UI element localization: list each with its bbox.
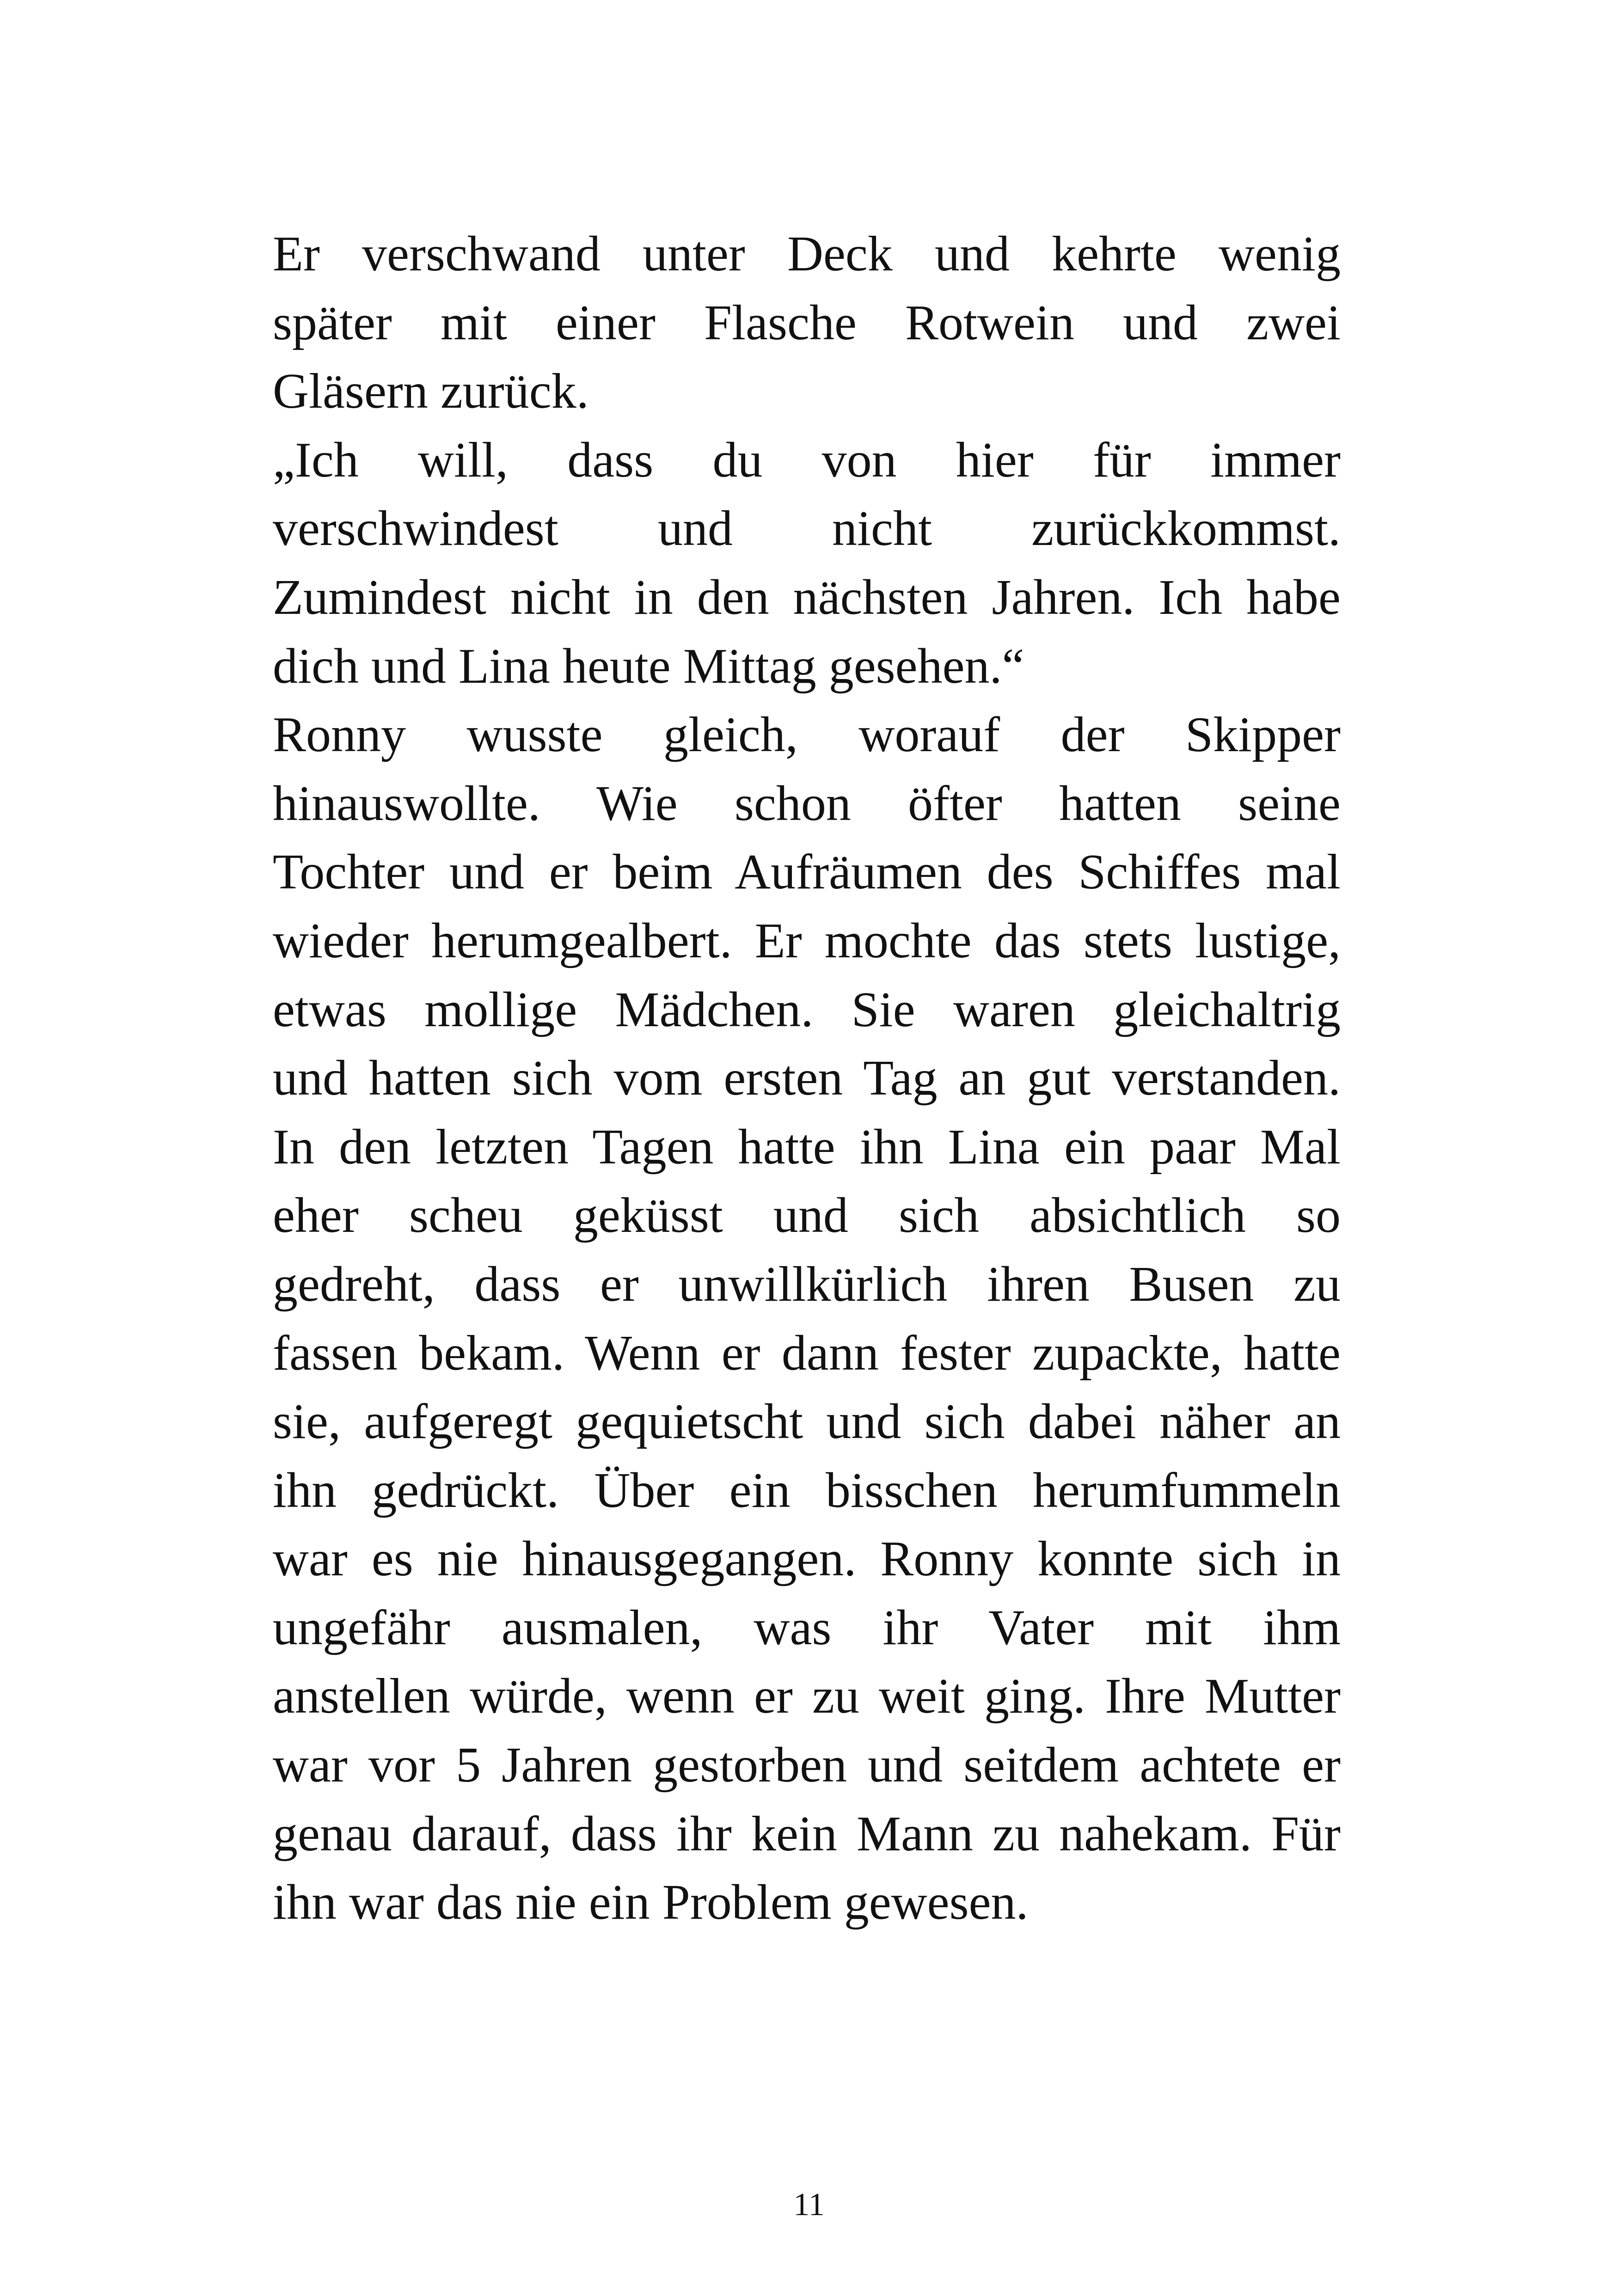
text-line: fassen bekam. Wenn er dann fester zupackte, hatte xyxy=(273,1325,1341,1381)
text-line: Zumindest nicht in den nächsten Jahren. Ich habe xyxy=(273,569,1341,625)
text-line: „Ich will, dass du von hier für immer xyxy=(273,432,1341,488)
text-line: später mit einer Flasche Rotwein und zwei xyxy=(273,295,1341,350)
text-line: sie, aufgeregt gequietscht und sich dabei näher an xyxy=(273,1394,1341,1450)
text-line: Gläsern zurück. xyxy=(273,364,589,419)
text-line: ungefähr ausmalen, was ihr Vater mit ihm xyxy=(273,1600,1341,1655)
text-line: anstellen würde, wenn er zu weit ging. Ihre Mutter xyxy=(273,1669,1341,1724)
text-line: war es nie hinausgegangen. Ronny konnte sich in xyxy=(273,1531,1341,1587)
text-line: Er verschwand unter Deck und kehrte wenig xyxy=(273,227,1341,282)
text-line: In den letzten Tagen hatte ihn Lina ein paar Mal xyxy=(273,1119,1341,1175)
text-line: und hatten sich vom ersten Tag an gut verstanden. xyxy=(273,1051,1341,1106)
text-line: Ronny wusste gleich, worauf der Skipper xyxy=(273,707,1341,763)
text-line: dich und Lina heute Mittag gesehen.“ xyxy=(273,638,1024,694)
text-line: war vor 5 Jahren gestorben und seitdem achtete er xyxy=(273,1738,1341,1793)
page-number: 11 xyxy=(793,2187,825,2223)
text-line: etwas mollige Mädchen. Sie waren gleichaltrig xyxy=(273,982,1341,1037)
text-line: ihn gedrückt. Über ein bisschen herumfummeln xyxy=(273,1463,1341,1518)
text-line: wieder herumgealbert. Er mochte das stets lustige, xyxy=(273,913,1341,968)
text-line: eher scheu geküsst und sich absichtlich so xyxy=(273,1188,1341,1243)
text-line: genau darauf, dass ihr kein Mann zu nahekam. Für xyxy=(273,1806,1341,1861)
text-line: verschwindest und nicht zurückkommst. xyxy=(273,501,1341,557)
text-line: hinauswollte. Wie schon öfter hatten seine xyxy=(273,776,1341,831)
text-line: Tochter und er beim Aufräumen des Schiffes mal xyxy=(273,845,1341,900)
text-line: ihn war das nie ein Problem gewesen. xyxy=(273,1875,1029,1930)
body-text xyxy=(273,220,1341,1937)
text-line: gedreht, dass er unwillkürlich ihren Busen zu xyxy=(273,1256,1341,1312)
